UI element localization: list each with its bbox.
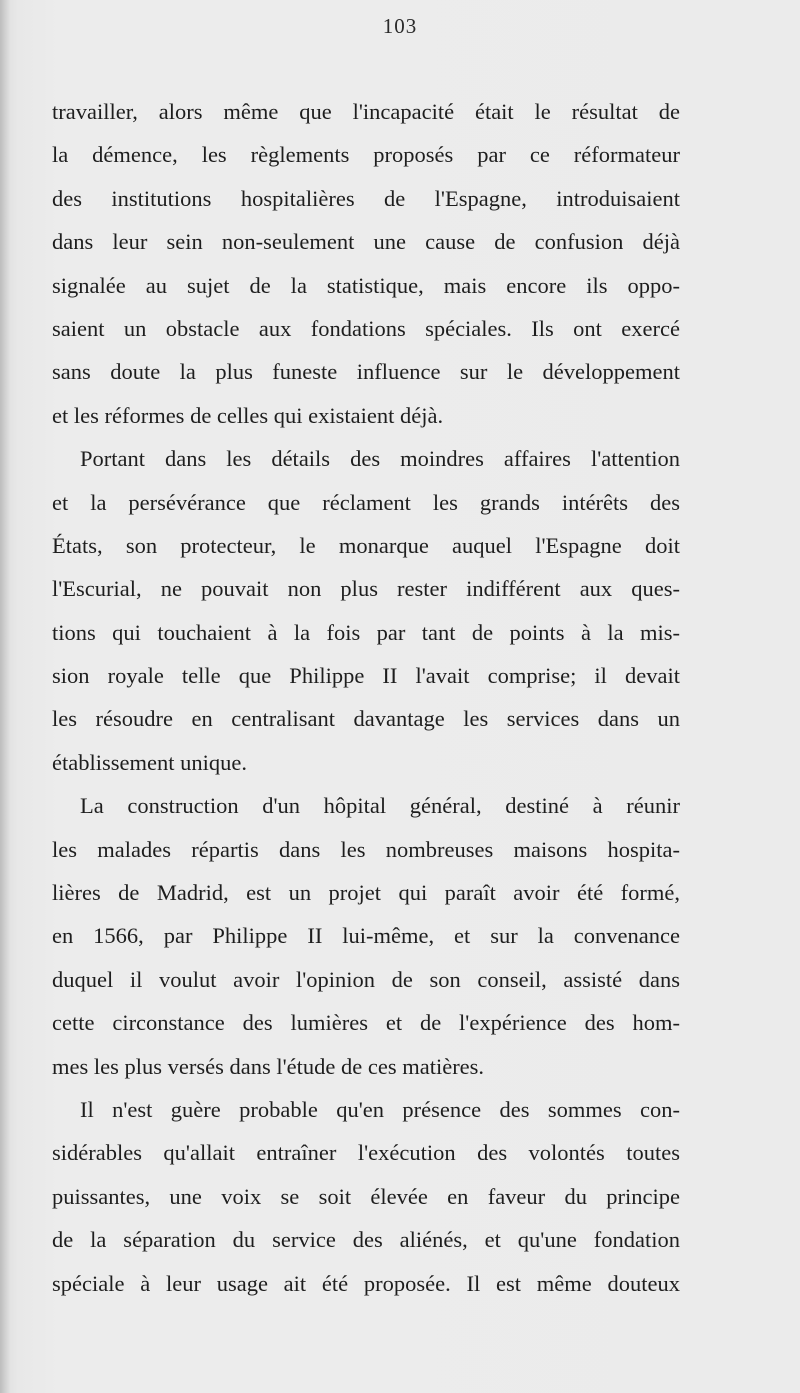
text-line: duquel il voulut avoir l'opinion de son conseil, assisté dans — [52, 966, 680, 992]
text-line: saient un obstacle aux fondations spéciales. Ils ont exercé — [52, 315, 680, 341]
text-line: et la persévérance que réclament les grands intérêts des — [52, 489, 680, 515]
text-line: puissantes, une voix se soit élevée en faveur du principe — [52, 1183, 680, 1209]
paragraph — [52, 784, 680, 1088]
text-line: Portant dans les détails des moindres affaires l'attention — [80, 446, 680, 472]
paragraph — [52, 437, 680, 784]
text-line: cette circonstance des lumières et de l'expérience des hom- — [52, 1010, 680, 1036]
text-line: mes les plus versés dans l'étude de ces matières. — [52, 1053, 485, 1079]
paragraph — [52, 90, 680, 437]
text-line: dans leur sein non-seulement une cause de confusion déjà — [52, 229, 680, 255]
text-line: établissement unique. — [52, 749, 247, 775]
text-line: sion royale telle que Philippe II l'avait comprise; il devait — [52, 663, 680, 689]
text-line: tions qui touchaient à la fois par tant de points à la mis- — [52, 619, 680, 645]
page-binding-edge — [0, 0, 10, 1393]
text-line: États, son protecteur, le monarque auquel l'Espagne doit — [52, 532, 680, 558]
text-line: l'Escurial, ne pouvait non plus rester indifférent aux ques- — [52, 576, 680, 602]
text-line: en 1566, par Philippe II lui-même, et sur la convenance — [52, 923, 680, 949]
text-line: signalée au sujet de la statistique, mais encore ils oppo- — [52, 272, 680, 298]
page-number: 103 — [382, 14, 418, 38]
text-line: Il n'est guère probable qu'en présence des sommes con- — [80, 1096, 680, 1122]
text-line: et les réformes de celles qui existaient déjà. — [52, 402, 444, 428]
text-line: les résoudre en centralisant davantage les services dans un — [52, 706, 680, 732]
text-line: La construction d'un hôpital général, destiné à réunir — [80, 793, 680, 819]
text-line: sidérables qu'allait entraîner l'exécution des volontés toutes — [52, 1140, 680, 1166]
paragraph — [52, 1088, 680, 1305]
text-line: des institutions hospitalières de l'Espagne, introduisaient — [52, 185, 680, 211]
text-line: lières de Madrid, est un projet qui paraît avoir été formé, — [52, 880, 680, 906]
text-line: travailler, alors même que l'incapacité était le résultat de — [52, 99, 680, 124]
text-line: la démence, les règlements proposés par ce réformateur — [52, 142, 680, 168]
body-text — [52, 90, 680, 1305]
text-line: les malades répartis dans les nombreuses maisons hospita- — [52, 836, 680, 862]
text-line: spéciale à leur usage ait été proposée. Il est même douteux — [52, 1270, 680, 1296]
text-line: de la séparation du service des aliénés, et qu'une fondation — [52, 1227, 680, 1253]
text-line: sans doute la plus funeste influence sur le développement — [52, 359, 680, 385]
